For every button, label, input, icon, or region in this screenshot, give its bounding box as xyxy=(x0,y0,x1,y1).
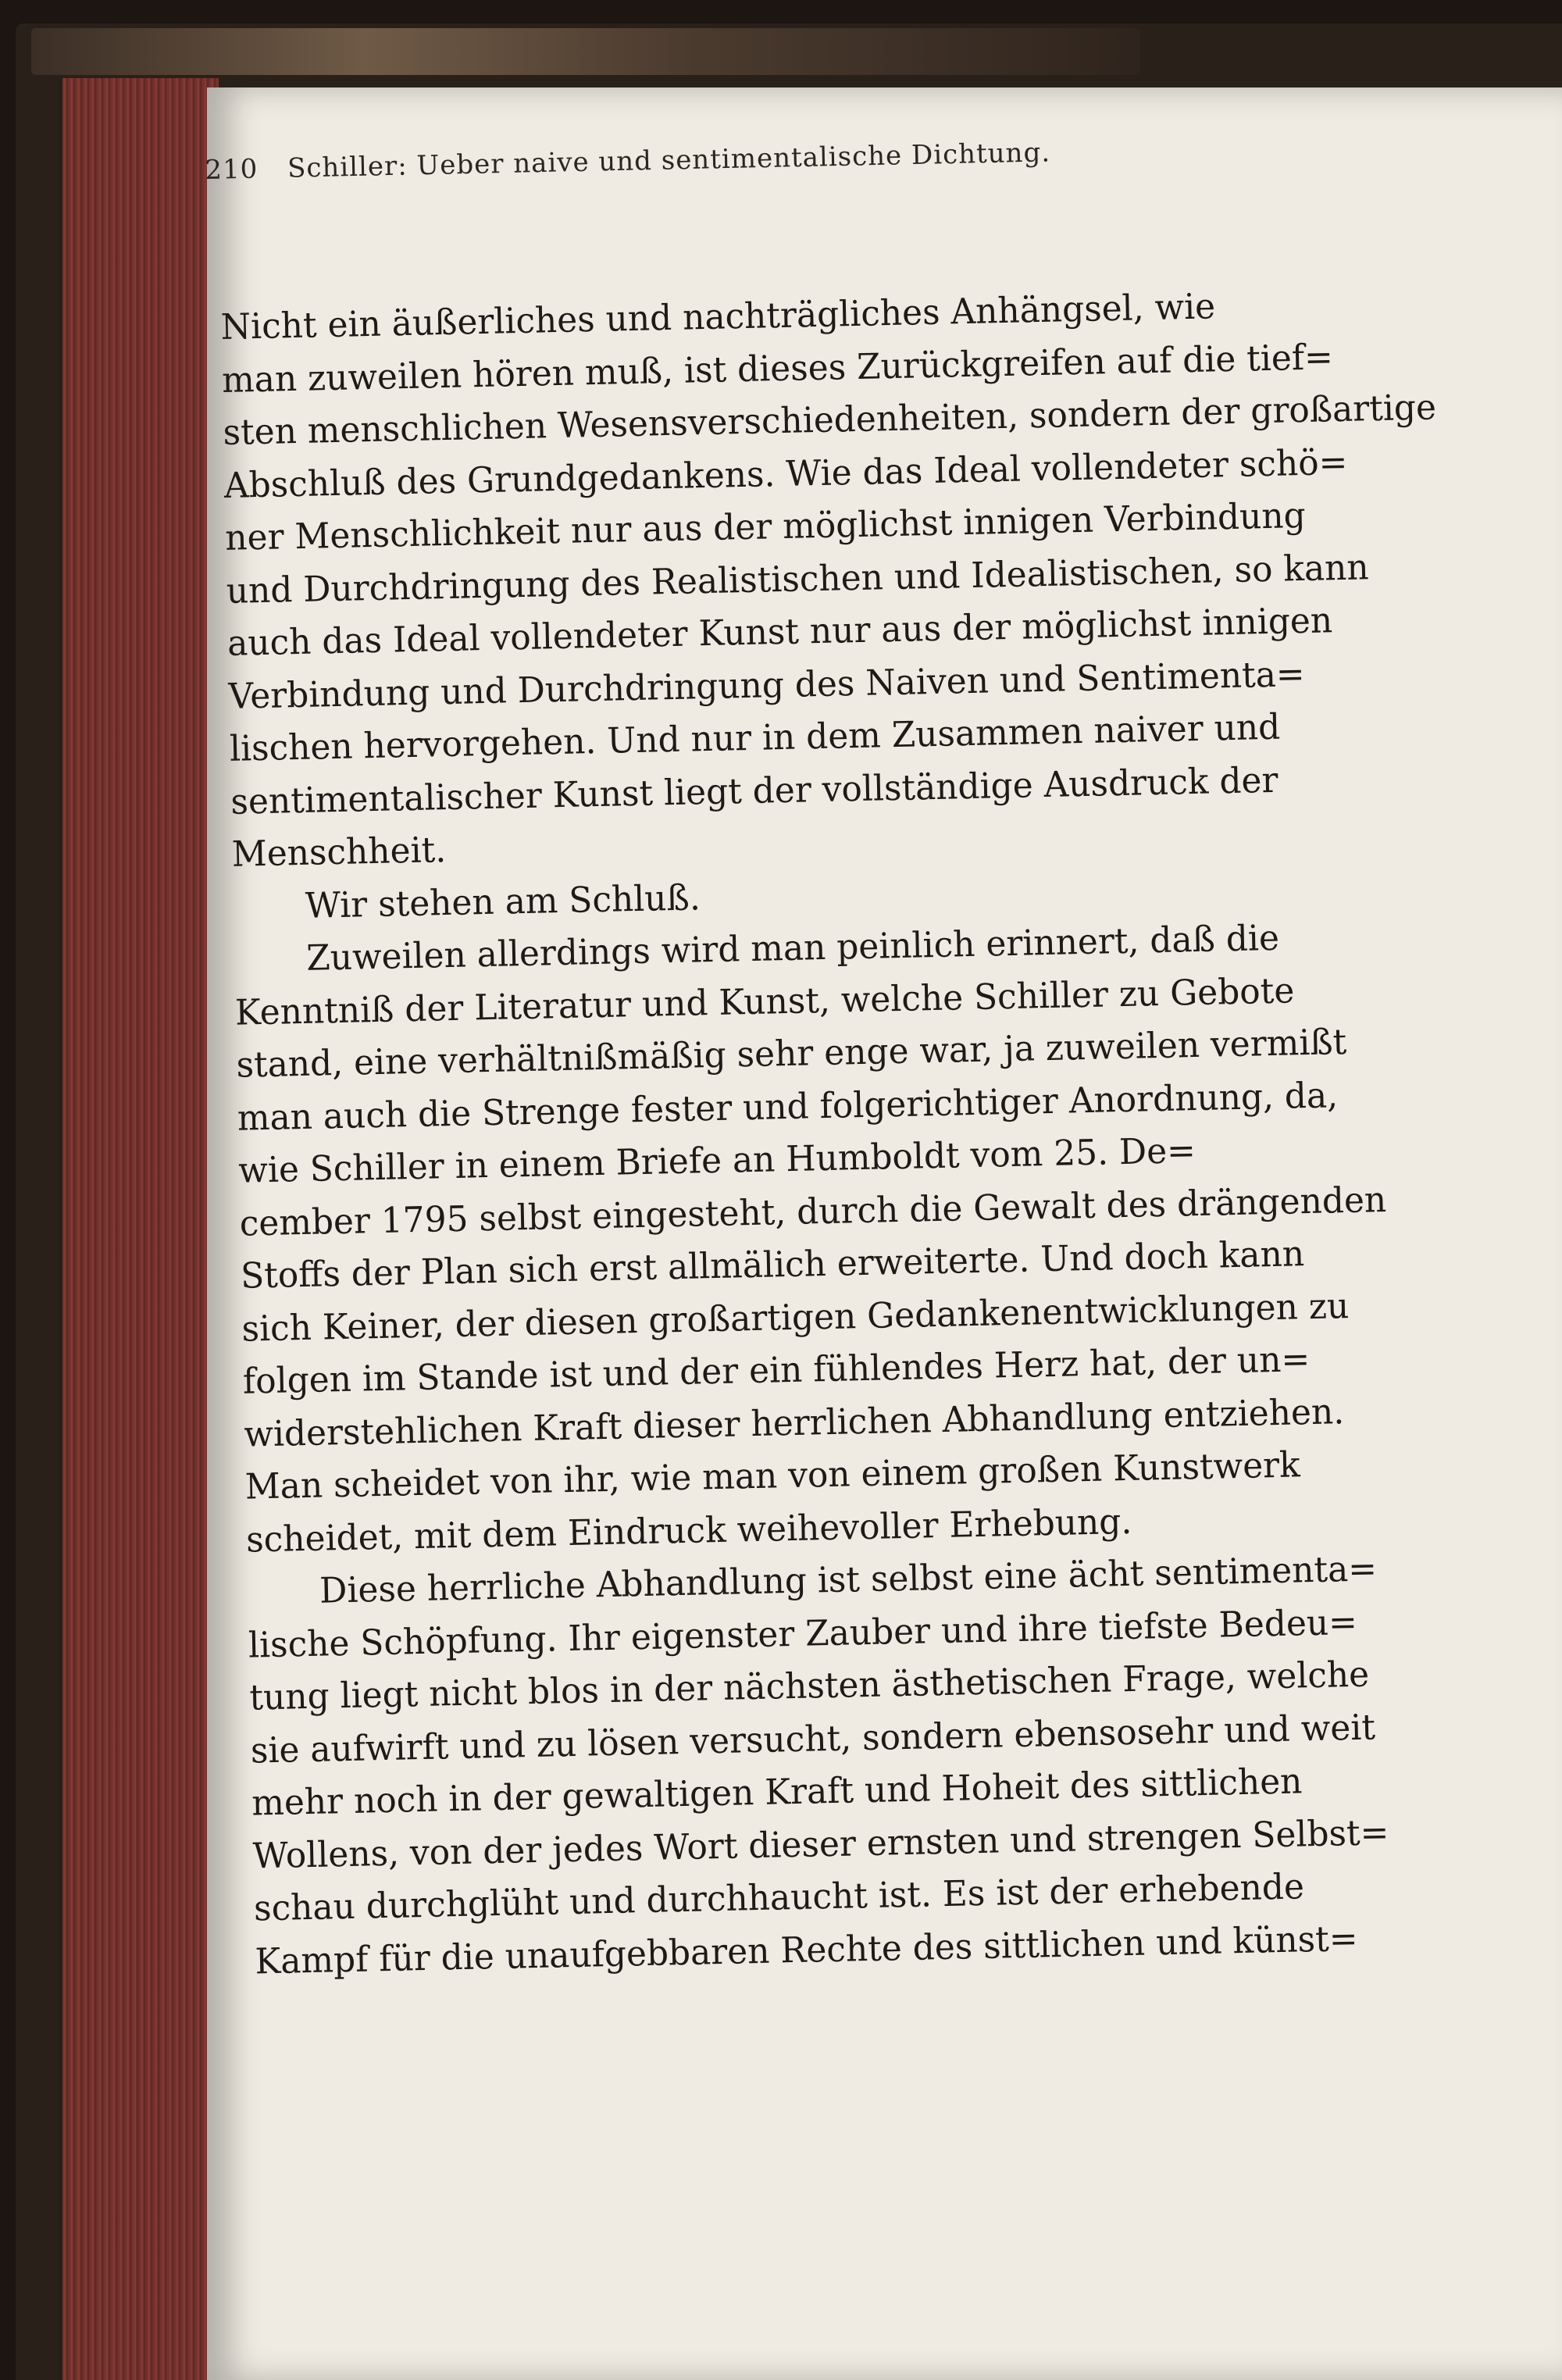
text-line: lische Schöpfung. Ihr eigenster Zauber und ihre tiefste Bedeu= xyxy=(248,1600,1358,1666)
cover-edge xyxy=(31,28,1140,75)
page-number: 210 xyxy=(205,153,259,186)
text-line: und Durchdringung des Realistischen und Idealistischen, so kann xyxy=(226,545,1370,612)
text-line: Man scheidet von ihr, wie man von einem großen Kunstwerk xyxy=(244,1443,1301,1508)
text-line: cember 1795 selbst eingesteht, durch die Gewalt des drängenden xyxy=(239,1178,1387,1244)
text-line: ner Menschlichkeit nur aus der möglichst innigen Verbindung xyxy=(224,494,1307,558)
text-line: folgen im Stande ist und der ein fühlendes Herz hat, der un= xyxy=(242,1338,1311,1402)
text-line: mehr noch in der gewaltigen Kraft und Hoheit des sittlichen xyxy=(251,1760,1303,1824)
text-line: Verbindung und Durchdringung des Naiven und Sentimenta= xyxy=(228,652,1306,717)
text-line: auch das Ideal vollendeter Kunst nur aus der möglichst innigen xyxy=(226,599,1333,664)
text-line: sentimentalischer Kunst liegt der vollständige Ausdruck der xyxy=(230,758,1278,822)
text-line: Nicht ein äußerliches und nachträgliches Anhängsel, wie xyxy=(220,285,1216,348)
text-line: man auch die Strenge fester und folgerichtiger Anordnung, da, xyxy=(237,1073,1339,1139)
text-line: scheidet, mit dem Eindruck weihevoller Erhebung. xyxy=(245,1500,1132,1561)
text-line: Zuweilen allerdings wird man peinlich erinnert, daß die xyxy=(305,916,1280,979)
text-line: Stoffs der Plan sich erst allmälich erweiterte. Und doch kann xyxy=(240,1233,1305,1297)
text-line: tung liegt nicht blos in der nächsten ästhetischen Frage, welche xyxy=(248,1653,1370,1718)
text-line: schau durchglüht und durchhaucht ist. Es ist der erhebende xyxy=(253,1865,1305,1929)
text-line: Kampf für die unaufgebbaren Rechte des sittlichen und künst= xyxy=(254,1917,1359,1982)
text-line: lischen hervorgehen. Und nur in dem Zusammen naiver und xyxy=(229,705,1281,769)
text-line: sich Keiner, der diesen großartigen Gedankenentwicklungen zu xyxy=(241,1284,1350,1350)
text-line: sie aufwirft und zu lösen versucht, sondern ebensosehr und weit xyxy=(250,1705,1376,1772)
running-title: Schiller: Ueber naive und sentimentalische Dichtung. xyxy=(287,137,1051,184)
body-text xyxy=(220,274,1505,1987)
text-line: man zuweilen hören muß, ist dieses Zurückgreifen auf die tief= xyxy=(221,335,1334,401)
text-line: Wollens, von der jedes Wort dieser ernsten und strengen Selbst= xyxy=(252,1811,1389,1877)
text-line: stand, eine verhältnißmäßig sehr enge war, ja zuweilen vermißt xyxy=(235,1021,1347,1086)
text-line: Diese herrliche Abhandlung ist selbst eine ächt sentimenta= xyxy=(319,1547,1378,1611)
text-line: Kenntniß der Literatur und Kunst, welche Schiller zu Gebote xyxy=(234,969,1295,1033)
text-line: wie Schiller in einem Briefe an Humboldt vom 25. De= xyxy=(237,1129,1196,1191)
text-line: Menschheit. xyxy=(231,829,447,875)
page-edges xyxy=(62,78,219,2380)
text-line: sten menschlichen Wesensverschiedenheiten, sondern der großartige xyxy=(222,386,1437,453)
text-line: widerstehlichen Kraft dieser herrlichen Abhandlung entziehen. xyxy=(243,1390,1345,1455)
text-line: Wir stehen am Schluß. xyxy=(305,876,701,926)
text-line: Abschluß des Grundgedankens. Wie das Ideal vollendeter schö= xyxy=(223,441,1348,506)
